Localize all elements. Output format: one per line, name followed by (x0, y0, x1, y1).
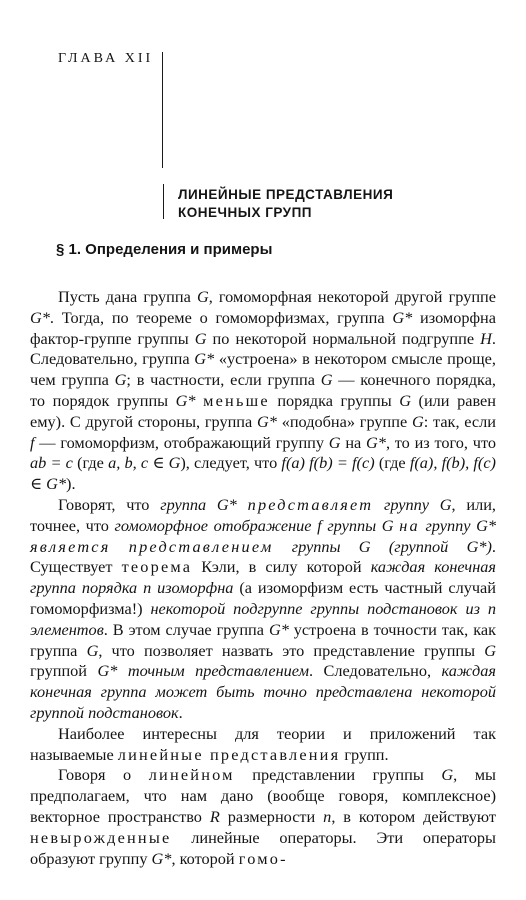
text-run: — конечного порядка, то порядок группы (30, 370, 496, 410)
text-run: Пусть дана группа (58, 287, 197, 306)
text-run: R (209, 806, 220, 826)
text-run: H (480, 328, 492, 348)
text-run: Кэли, в силу которой (192, 557, 371, 577)
margin-rule-bottom (163, 184, 164, 219)
text-run: G (320, 370, 333, 390)
text-run: . Существует (30, 536, 496, 577)
text-run: G (441, 765, 454, 785)
text-run: на (399, 515, 420, 535)
chapter-title (178, 186, 393, 222)
paragraph (30, 287, 496, 495)
text-run: группы G (группой G*) (273, 536, 492, 556)
text-run: G* (30, 307, 50, 327)
chapter-title-line1: ЛИНЕЙНЫЕ ПРЕДСТАВЛЕНИЯ (178, 187, 394, 202)
text-run: G (328, 432, 341, 452)
text-run: гомоморфное отображение f группы G (114, 515, 400, 535)
text-run: теорема (121, 557, 193, 577)
text-run: — гомоморфизм, отображающий группу (34, 432, 329, 452)
text-run: , мы предполагаем, что нам дано (вообще говоря, комплексное) векторное пространство (30, 765, 496, 826)
text-run: , которой (171, 848, 239, 868)
text-run: Говорят, что (58, 494, 161, 514)
text-run: (где (72, 453, 109, 473)
text-run: «подобна» группе (276, 411, 412, 431)
text-run: линейном (148, 765, 235, 785)
text-run: . Следовательно, группа (30, 328, 496, 369)
text-run: G (114, 370, 127, 390)
text-run: ab = c (30, 453, 73, 473)
text-run: , что позволяет назвать это представление группы (98, 640, 485, 660)
text-run: представлении группы (234, 765, 442, 785)
text-run: G (411, 411, 424, 431)
text-run: G* (392, 307, 413, 327)
text-run: порядка группы (269, 390, 400, 410)
text-run: невырожденные (30, 827, 172, 847)
margin-rule-top (162, 52, 163, 168)
text-run: групп. (340, 744, 389, 764)
text-run: G* (268, 619, 289, 639)
text-run: G (196, 287, 209, 306)
text-run: G (399, 390, 411, 410)
text-run: f(a) f(b) = f(c) (281, 453, 375, 473)
text-run: Наиболее интересны для теории и приложений так называемые (30, 723, 496, 764)
text-run: G (86, 640, 99, 660)
text-run: , то из того, что (385, 432, 496, 452)
text-run: (где (374, 453, 410, 473)
text-run: G* (257, 411, 277, 431)
text-run: a, b, c ∈ G (108, 453, 181, 473)
text-run: группу G (373, 494, 452, 514)
chapter-title-line2: КОНЕЧНЫХ ГРУПП (178, 205, 312, 220)
text-run: G* точным представлением (97, 661, 309, 681)
text-run: Говоря о (58, 765, 149, 785)
text-run: по некоторой нормальной подгруппе (206, 328, 481, 348)
text-run: G* (194, 349, 215, 369)
text-run: f (30, 432, 35, 452)
text-run: G* (175, 390, 196, 410)
body-text (30, 287, 496, 869)
text-run: G* (366, 432, 386, 452)
text-run: линейные операторы. Эти операторы образуют группу (30, 827, 496, 868)
text-run: ), следует, что (180, 453, 282, 473)
paragraph (30, 495, 496, 724)
text-run: n (323, 806, 332, 826)
text-run (196, 391, 204, 410)
text-run (110, 537, 128, 556)
section-title: § 1. Определения и примеры (56, 241, 273, 258)
text-run: (а изоморфизм есть частный случай гомоморфизма!) (30, 578, 496, 618)
text-run: , гомоморфная некоторой другой группе (208, 287, 496, 306)
text-run: , или, точнее, что (30, 494, 496, 535)
text-run: размерности (219, 806, 324, 826)
text-run: . В этом случае группа (103, 619, 269, 639)
text-run: представляет (247, 494, 374, 514)
text-run: f(a), f(b), f(c) ∈ G* (30, 453, 496, 494)
paragraph (30, 724, 496, 766)
text-run: изоморфна фактор-группе группы (30, 307, 496, 348)
text-run: . (178, 702, 183, 722)
text-run: каждая конечная группа порядка n изоморфна (30, 557, 496, 598)
text-run: является (30, 536, 111, 556)
text-run: группа G* (160, 494, 248, 514)
text-run: некоторой подгруппе группы подстановок из n элементов (30, 598, 496, 639)
text-run: (или равен ему). С другой стороны, группа (30, 390, 496, 431)
text-run: каждая конечная группа может быть точно представлена некоторой группой подстановок (30, 661, 496, 722)
text-run: ). (66, 474, 76, 494)
text-run: . Следовательно, (309, 661, 442, 681)
text-run: меньше (203, 390, 270, 410)
text-run: G* (151, 848, 172, 868)
text-run: линейные представления (117, 744, 341, 764)
paragraph (30, 765, 496, 869)
text-run: гомо- (238, 848, 288, 868)
text-run: представлением (128, 536, 274, 556)
chapter-label: ГЛАВА XII (58, 51, 154, 66)
text-run: группу G* (419, 515, 496, 535)
text-run: : так, если (423, 411, 496, 431)
text-run: «устроена» в некотором смысле проще, чем группа (30, 349, 496, 390)
text-run: G (194, 328, 207, 348)
text-run: на (340, 432, 367, 452)
text-run: G (484, 640, 496, 660)
text-run: . Тогда, по теореме о гомоморфизмах, группа (49, 307, 393, 327)
text-run: , в котором действуют (331, 806, 496, 826)
text-run: группой (30, 661, 98, 681)
text-run: ; в частности, если группа (126, 370, 321, 390)
text-run: устроена в точности так, как группа (30, 619, 496, 660)
